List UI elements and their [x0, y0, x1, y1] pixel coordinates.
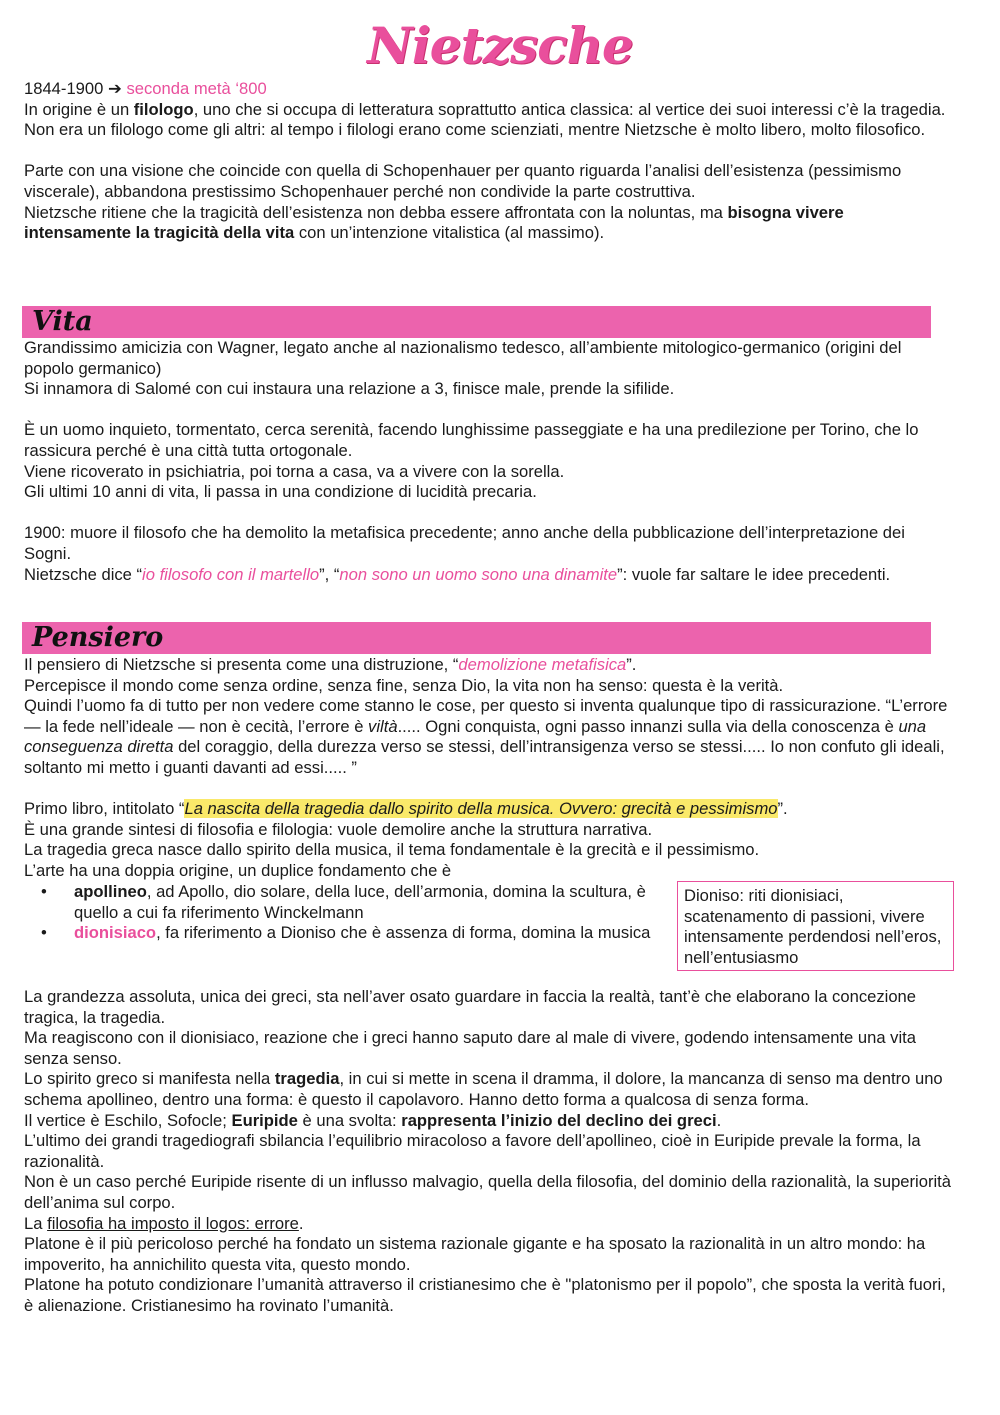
list-item: • dionisiaco, fa riferimento a Dioniso che è assenza di forma, domina la musica — [24, 923, 664, 944]
note-text: Dioniso: riti dionisiaci, scatenamento di passioni, vivere intensamente perdendosi nell’eros, nell’entusiasmo — [684, 886, 942, 967]
section-title: Pensiero — [32, 622, 164, 653]
pensiero-paragraph: La tragedia greca nasce dallo spirito della musica, il tema fondamentale è la grecità e il pessimismo. — [24, 840, 760, 860]
pensiero-paragraph: Primo libro, intitolato “La nascita della tragedia dallo spirito della musica. Ovvero: grecità e pessimismo”. — [24, 799, 788, 819]
intro-paragraph: Non era un filologo come gli altri: al tempo i filologi erano come scienziati, mentre Nietzsche è molto libero, molto filosofico. — [24, 120, 926, 140]
vita-paragraph: È un uomo inquieto, tormentato, cerca serenità, facendo lunghissime passeggiate e ha una predilezione per Torino, che lo rassicura perché è una città tutta ortogonale. — [24, 420, 919, 460]
quote: io filosofo con il martello — [142, 564, 320, 584]
pensiero-paragraph: Percepisce il mondo come senza ordine, senza fine, senza Dio, la vita non ha senso: questa è la verità. — [24, 675, 784, 695]
pensiero-paragraph: Quindi l’uomo fa di tutto per non vedere come stanno le cose, per questo si inventa qualunque tipo di rassicurazione. “L’errore — la fede nell’ideale — non è cecità, l’errore è viltà..... Ogni conquista, ogni passo innanzi sulla via della conoscenza è una conseguenza diretta del coraggio, della durezza verso se stessi, dell’intransigenza verso se stessi..... Io non confuto gli ideali, soltanto mi metto i guanti davanti ad essi..... ” — [24, 696, 948, 777]
intro-section — [24, 79, 954, 244]
section-header-pensiero — [22, 622, 931, 654]
pensiero-paragraph: La grandezza assoluta, unica dei greci, sta nell’aver osato guardare in faccia la realtà, tant’è che elaborano la concezione tragica, la tragedia. — [24, 987, 917, 1027]
intro-paragraph: In origine è un filologo, uno che si occupa di letteratura soprattutto antica classica: al vertice dei suoi interessi c’è la tragedia. — [24, 99, 946, 119]
pensiero-section — [24, 655, 954, 882]
pensiero-paragraph: Ma reagiscono con il dionisiaco, reazione che i greci hanno saputo dare al male di vivere, godendo intensamente una vita senza senso. — [24, 1028, 917, 1068]
pensiero-paragraph: Platone ha potuto condizionare l’umanità attraverso il cristianesimo che è "platonismo per il popolo”, che sposta la verità fuori, è alienazione. Cristianesimo ha rovinato l’umanità. — [24, 1275, 946, 1315]
pensiero-paragraph: Lo spirito greco si manifesta nella tragedia, in cui si mette in scena il dramma, il dolore, la mancanza di senso ma dentro uno schema apollineo, dentro una forma: è questo il capolavoro. Hanno detto forma a qualcosa di senza forma. — [24, 1069, 943, 1109]
pensiero-paragraph: L’ultimo dei grandi tragediografi sbilancia l’equilibrio miracoloso a favore dell’apollineo, cioè in Euripide prevale la forma, la razionalità. — [24, 1131, 921, 1171]
vita-paragraph: Si innamora di Salomé con cui instaura una relazione a 3, finisce male, prende la sifilide. — [24, 379, 675, 399]
vita-paragraph: Gli ultimi 10 anni di vita, li passa in una condizione di lucidità precaria. — [24, 482, 537, 502]
intro-paragraph: Nietzsche ritiene che la tragicità dell’esistenza non debba essere affrontata con la noluntas, ma bisogna vivere intensamente la tragicità della vita con un’intenzione vitalistica (al massimo). — [24, 202, 844, 243]
page-title: Nietzsche — [367, 16, 633, 75]
pensiero-paragraph: Il pensiero di Nietzsche si presenta come una distruzione, “demolizione metafisica”. — [24, 655, 637, 674]
dates-line — [24, 79, 954, 100]
quote: non sono un uomo sono una dinamite — [339, 564, 618, 584]
pensiero-paragraph: Non è un caso perché Euripide risente di un influsso malvagio, quella della filosofia, del dominio della razionalità, la superiorità dell’anima sul corpo. — [24, 1172, 952, 1212]
highlighted-book-title: La nascita della tragedia dallo spirito della musica. Ovvero: grecità e pessimismo — [184, 799, 778, 819]
pensiero-paragraph: Il vertice è Eschilo, Sofocle; Euripide è una svolta: rappresenta l’inizio del declino dei greci. — [24, 1110, 722, 1130]
section-header-vita — [22, 306, 931, 338]
period: seconda metà ‘800 — [126, 79, 267, 98]
vita-paragraph: 1900: muore il filosofo che ha demolito la metafisica precedente; anno anche della pubblicazione dell’interpretazione dei Sogni. — [24, 523, 905, 563]
pensiero-paragraph: È una grande sintesi di filosofia e filologia: vuole demolire anche la struttura narrativa. — [24, 819, 653, 839]
vita-quote-paragraph: Nietzsche dice “io filosofo con il martello”, “non sono un uomo sono una dinamite”: vuole far saltare le idee precedenti. — [24, 564, 891, 584]
pensiero-continued — [24, 987, 954, 1317]
vita-section — [24, 338, 954, 585]
bold-term: filologo — [133, 99, 194, 119]
vita-paragraph: Viene ricoverato in psichiatria, poi torna a casa, va a vivere con la sorella. — [24, 461, 565, 481]
underlined-text: filosofia ha imposto il logos: errore — [47, 1213, 299, 1233]
dioniso-note-box — [677, 881, 954, 971]
vita-paragraph: Grandissimo amicizia con Wagner, legato anche al nazionalismo tedesco, all’ambiente mitologico-germanico (origini del popolo germanico) — [24, 338, 902, 378]
pensiero-paragraph: Platone è il più pericoloso perché ha fondato un sistema razionale gigante e ha sposato la razionalità in un altro mondo: ha impoverito, ha annichilito questa vita, questo mondo. — [24, 1234, 926, 1274]
list-item: • apollineo, ad Apollo, dio solare, della luce, dell’armonia, domina la scultura, è quello a cui fa riferimento Winckelmann — [24, 882, 664, 923]
section-title: Vita — [32, 306, 93, 337]
dates: 1844-1900 ➔ — [24, 79, 127, 98]
pensiero-paragraph: L’arte ha una doppia origine, un duplice fondamento che è — [24, 860, 452, 880]
origin-list — [24, 882, 664, 944]
pensiero-paragraph: La filosofia ha imposto il logos: errore. — [24, 1213, 304, 1233]
intro-paragraph: Parte con una visione che coincide con quella di Schopenhauer per quanto riguarda l’analisi dell’esistenza (pessimismo viscerale), abbandona prestissimo Schopenhauer perché non condivide la parte costruttiva. — [24, 161, 902, 201]
